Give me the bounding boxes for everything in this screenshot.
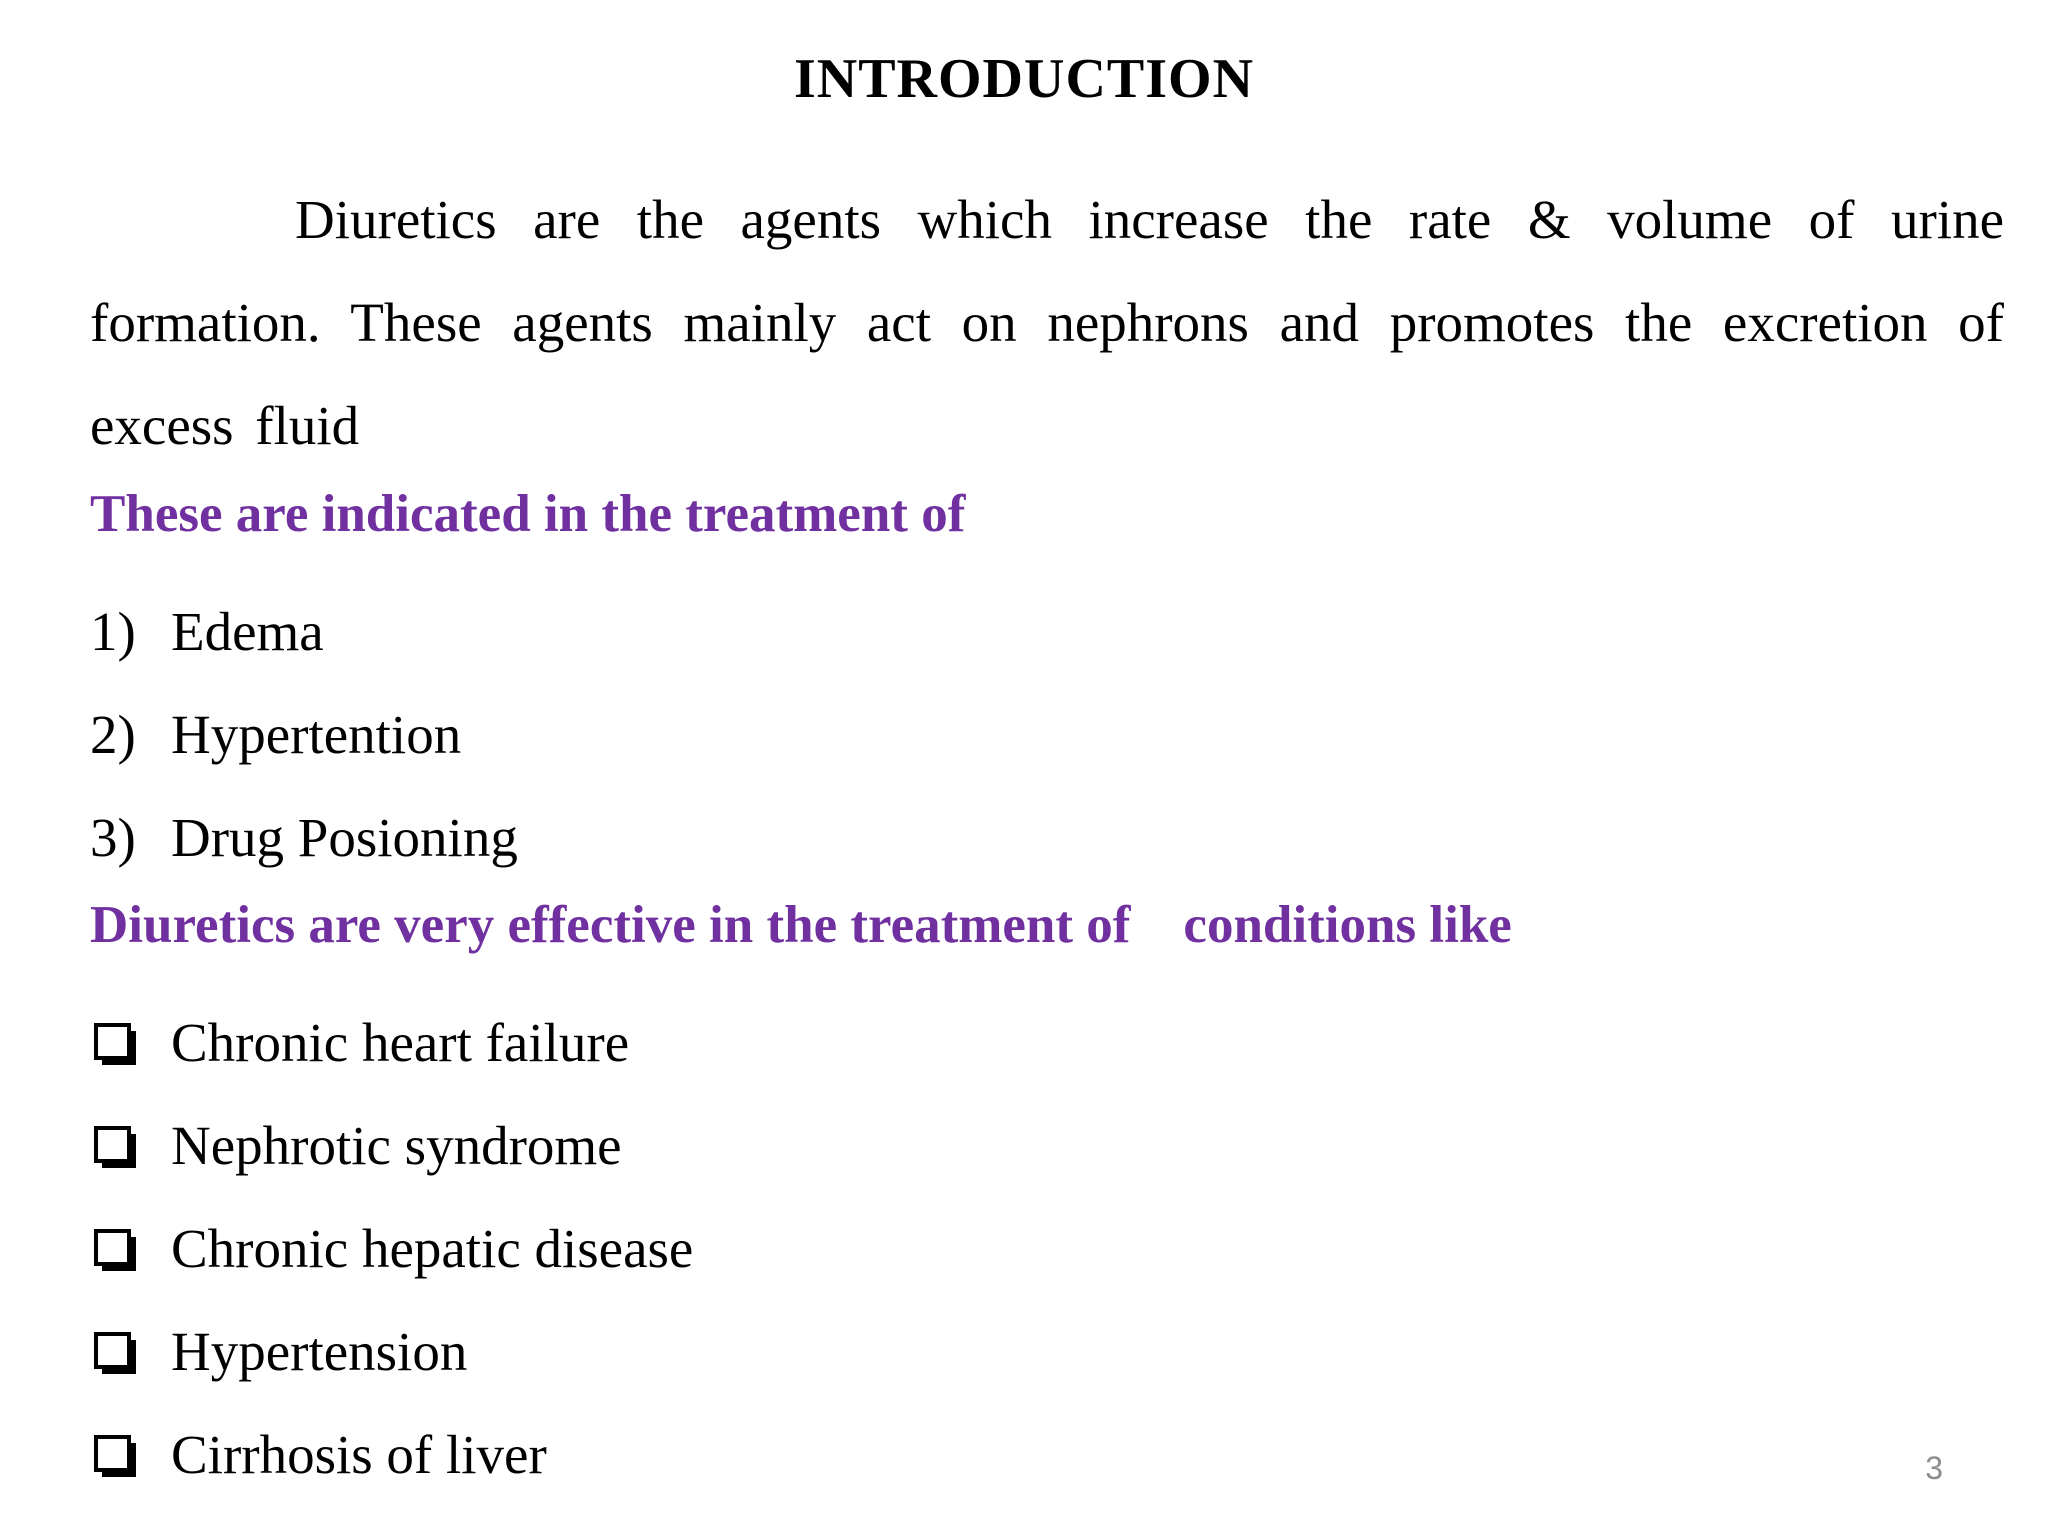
list-item-label: Hypertention — [171, 704, 462, 765]
list-item-label: Nephrotic syndrome — [171, 1115, 622, 1176]
list-item-label: Edema — [171, 601, 324, 662]
list-item-label: Hypertension — [171, 1321, 468, 1382]
conditions-heading: Diuretics are very effective in the treatment of conditions like — [90, 896, 1512, 954]
list-item — [90, 1197, 693, 1300]
list-item — [90, 1300, 693, 1403]
list-item — [90, 1403, 693, 1506]
list-item — [90, 786, 518, 889]
list-item-label: Chronic heart failure — [171, 1012, 630, 1073]
list-item — [90, 991, 693, 1094]
indications-heading: These are indicated in the treatment of — [90, 485, 966, 543]
indications-list — [90, 580, 518, 889]
list-number: 2) — [90, 704, 136, 765]
list-item — [90, 580, 518, 683]
list-item — [90, 683, 518, 786]
list-number: 3) — [90, 807, 136, 868]
checkbox-bullet-icon — [90, 1219, 171, 1279]
checkbox-bullet-icon — [90, 1425, 171, 1485]
checkbox-bullet-icon — [90, 1013, 171, 1073]
page-number: 3 — [1925, 1450, 1943, 1486]
checkbox-bullet-icon — [90, 1116, 171, 1176]
intro-paragraph: Diuretics are the agents which increase the rate & volume of urine formation. These agents mainly act on nephrons and promotes the excretion of excess fluid — [90, 189, 2004, 456]
checkbox-bullet-icon — [90, 1322, 171, 1382]
list-item — [90, 1094, 693, 1197]
list-item-label: Drug Posioning — [171, 807, 518, 868]
list-number: 1) — [90, 601, 136, 662]
conditions-list — [90, 991, 693, 1506]
slide-title: INTRODUCTION — [793, 48, 1255, 110]
list-item-label: Chronic hepatic disease — [171, 1218, 694, 1279]
list-item-label: Cirrhosis of liver — [171, 1424, 547, 1485]
